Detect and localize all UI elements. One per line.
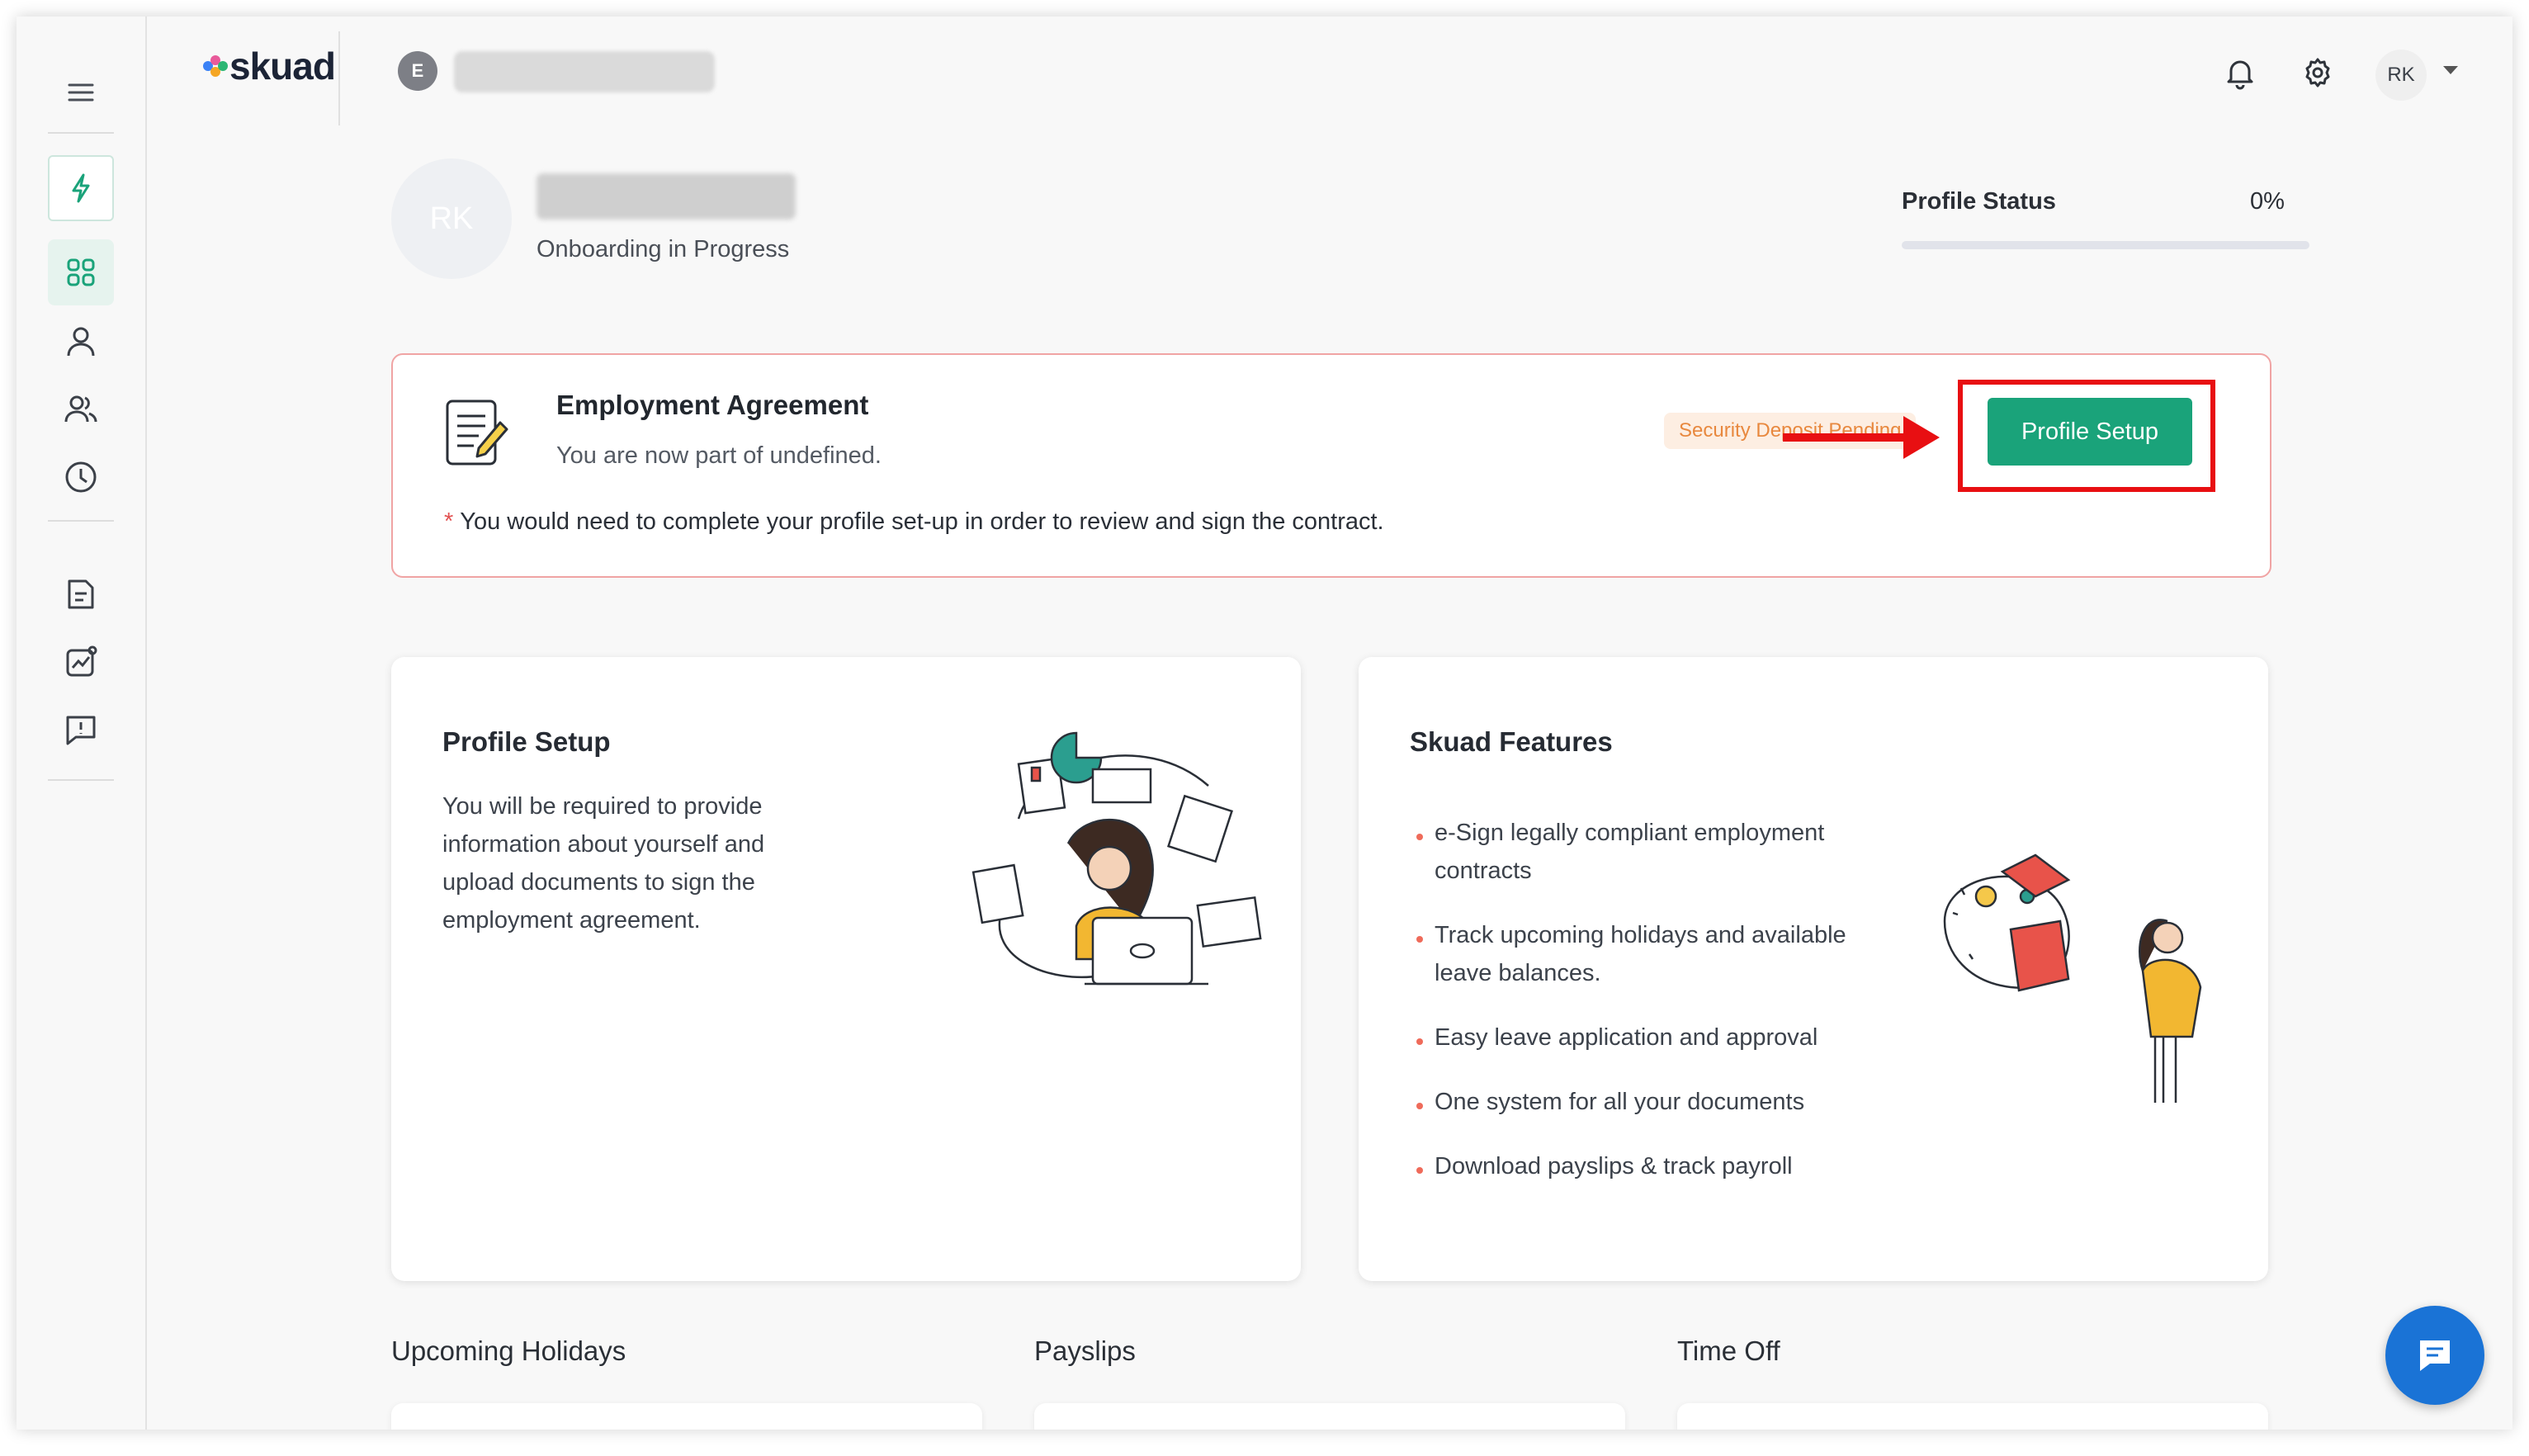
grid-icon	[61, 253, 101, 292]
profile-setup-illustration	[969, 720, 1266, 1000]
user-icon	[61, 322, 101, 362]
profile-setup-button[interactable]: Profile Setup	[1988, 398, 2192, 466]
header-divider	[338, 31, 340, 125]
profile-avatar: RK	[391, 158, 512, 279]
sidebar-item-reports[interactable]	[48, 629, 114, 695]
lightning-icon	[61, 168, 101, 208]
sidebar-item-feedback[interactable]	[48, 697, 114, 763]
profile-setup-title: Profile Setup	[442, 726, 611, 757]
workspace-name-redacted[interactable]	[454, 51, 715, 92]
time-off-title: Time Off	[1677, 1335, 1780, 1366]
sidebar-item-time[interactable]	[48, 444, 114, 510]
workspace-avatar[interactable]: E	[398, 51, 437, 91]
sidebar-item-quick-actions[interactable]	[48, 155, 114, 221]
payslips-title: Payslips	[1034, 1335, 1136, 1366]
profile-name-redacted	[537, 173, 796, 220]
list-item: e-Sign legally compliant employment contracts	[1416, 814, 1895, 890]
skuad-features-title: Skuad Features	[1410, 726, 1613, 757]
list-item: Track upcoming holidays and available leave balances.	[1416, 916, 1895, 992]
security-deposit-badge: Security Deposit Pending	[1664, 413, 1916, 449]
features-list	[1416, 814, 1895, 1212]
clock-icon	[61, 457, 101, 497]
gear-icon[interactable]	[2295, 50, 2341, 96]
profile-setup-card[interactable]	[391, 657, 1301, 1281]
feedback-icon	[61, 710, 101, 749]
sidebar-item-documents[interactable]	[48, 561, 114, 627]
notification-bell-icon[interactable]	[2217, 50, 2263, 96]
list-item: Easy leave application and approval	[1416, 1019, 1895, 1057]
list-item: Download payslips & track payroll	[1416, 1147, 1895, 1185]
required-asterisk: *	[444, 508, 454, 535]
time-off-card	[1677, 1403, 2268, 1430]
sidebar-divider	[48, 779, 114, 781]
sidebar	[17, 17, 147, 1430]
employment-agreement-card	[391, 353, 2271, 578]
app-window	[17, 17, 2512, 1430]
sidebar-divider	[48, 132, 114, 134]
agreement-title: Employment Agreement	[556, 390, 869, 420]
document-icon	[61, 574, 101, 614]
menu-icon[interactable]	[48, 59, 114, 125]
agreement-note-text: You would need to complete your profile set-up in order to review and sign the contract.	[460, 508, 1384, 535]
sidebar-divider	[48, 520, 114, 522]
agreement-note	[444, 508, 1384, 536]
chart-icon	[61, 642, 101, 682]
features-illustration	[1928, 847, 2234, 1111]
upcoming-holidays-title: Upcoming Holidays	[391, 1335, 626, 1366]
chat-button[interactable]	[2385, 1306, 2484, 1405]
top-header	[145, 17, 2512, 116]
profile-setup-description: You will be required to provide information about yourself and upload documents to sign the employment agreement.	[442, 793, 765, 934]
chevron-down-icon[interactable]	[2443, 66, 2458, 74]
skuad-features-card	[1359, 657, 2268, 1281]
users-icon	[61, 390, 101, 429]
list-item: One system for all your documents	[1416, 1083, 1895, 1121]
logo-text: skuad	[229, 45, 335, 87]
onboarding-status: Onboarding in Progress	[537, 236, 790, 262]
skuad-logo[interactable]	[201, 45, 335, 87]
profile-status-label: Profile Status	[1902, 188, 2056, 215]
chat-icon	[2413, 1334, 2456, 1377]
sidebar-item-profile[interactable]	[48, 309, 114, 375]
payslips-card	[1034, 1403, 1625, 1430]
upcoming-holidays-card	[391, 1403, 982, 1430]
logo-mark-icon	[201, 54, 229, 78]
sidebar-item-team[interactable]	[48, 376, 114, 442]
agreement-subtitle: You are now part of undefined.	[556, 442, 882, 469]
sidebar-item-dashboard[interactable]	[48, 239, 114, 305]
profile-status-value: 0%	[2250, 188, 2285, 215]
user-avatar[interactable]: RK	[2375, 50, 2427, 101]
contract-icon	[442, 395, 512, 470]
profile-status-progress	[1902, 241, 2309, 249]
red-arrow-annotation	[1780, 404, 1945, 470]
